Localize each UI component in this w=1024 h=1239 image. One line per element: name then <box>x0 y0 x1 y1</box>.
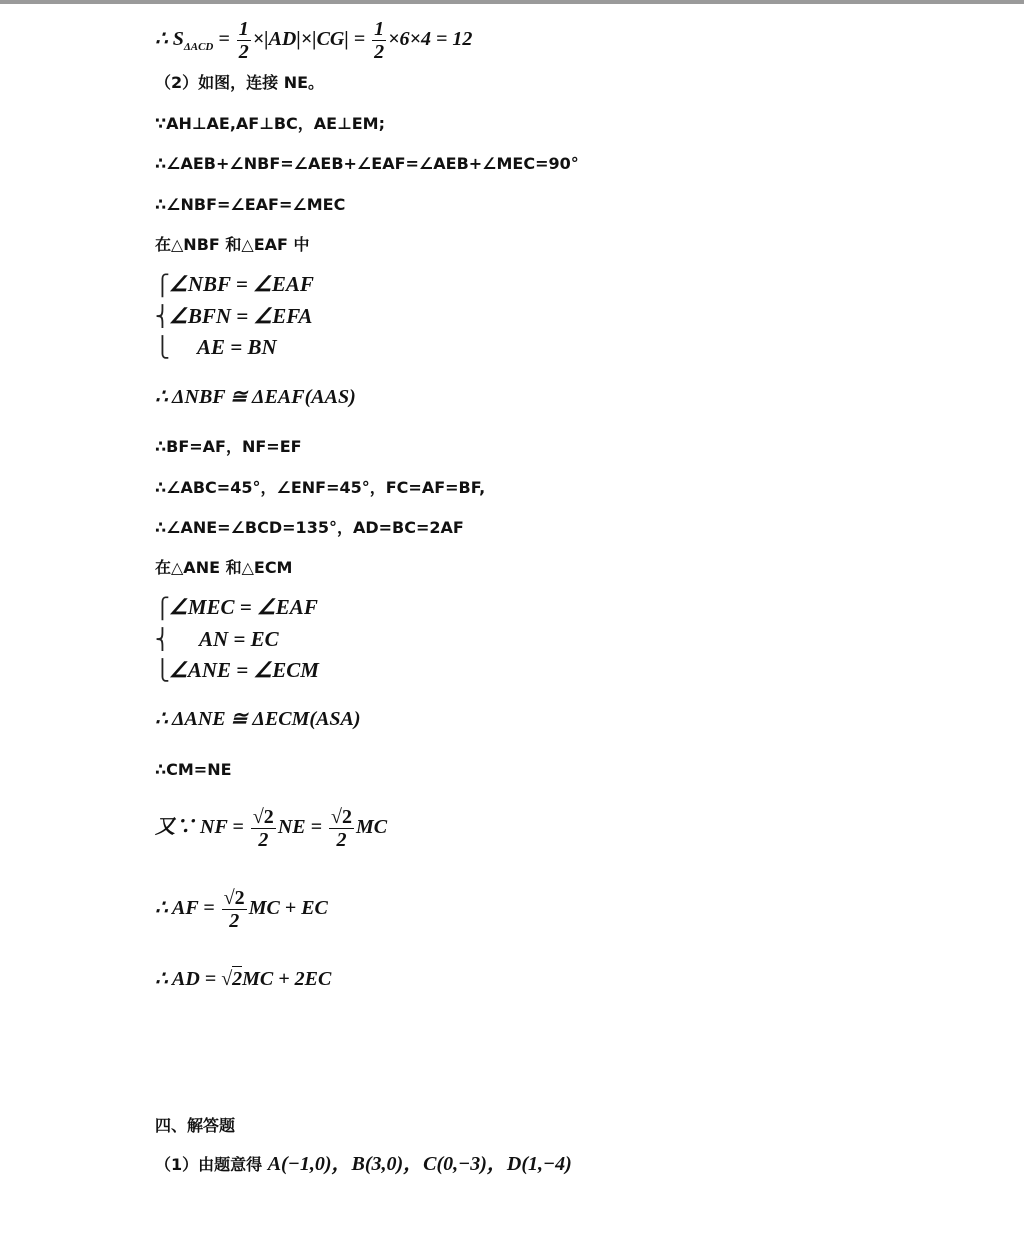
system-1-row-2: ∠BFN = ∠EFA <box>169 304 313 328</box>
af-relation <box>155 887 328 932</box>
fraction-numerator: 1 <box>238 18 249 40</box>
angle-ane-line: ∴∠ANE=∠BCD=135°，AD=BC=2AF <box>155 518 464 537</box>
fraction-numerator: √2 <box>223 887 245 909</box>
area-subscript: ΔACD <box>183 41 214 54</box>
fraction-half-2 <box>372 18 386 63</box>
area-middle: ×|AD|×|CG| = <box>252 28 371 51</box>
af-prefix: ∴ AF = <box>155 897 220 920</box>
congruence-aas: ∴ ΔNBF ≅ ΔEAF(AAS) <box>155 386 356 408</box>
triangle-intro-2: 在△ANE 和△ECM <box>155 558 293 577</box>
given-perpendiculars: ∵AH⊥AE,AF⊥BC，AE⊥EM; <box>155 114 385 133</box>
system-2-row-1: ∠MEC = ∠EAF <box>169 595 318 619</box>
area-eq: = <box>213 28 235 51</box>
fraction-denominator: 2 <box>238 41 249 63</box>
fraction-root2-over-2 <box>251 806 276 851</box>
area-result: ×6×4 = 12 <box>388 28 473 51</box>
radicand: 2 <box>232 968 243 990</box>
fraction-half-1 <box>237 18 251 63</box>
ad-prefix: ∴ AD = √ <box>155 968 233 990</box>
fraction-root2-over-2 <box>222 887 247 932</box>
fraction-numerator: √2 <box>331 806 352 828</box>
angle-abc-line: ∴∠ABC=45°，∠ENF=45°，FC=AF=BF, <box>155 478 486 497</box>
cm-ne-line: ∴CM=NE <box>155 760 232 779</box>
system-1-row-1: ∠NBF = ∠EAF <box>169 272 314 296</box>
points-coordinates: A(−1,0)，B(3,0)，C(0,−3)，D(1,−4) <box>267 1153 572 1175</box>
ad-end: MC + 2EC <box>242 968 332 990</box>
fraction-numerator: 1 <box>374 18 385 40</box>
system-2-row-2: AN = EC <box>199 627 279 651</box>
af-end: MC + EC <box>248 897 328 920</box>
area-prefix: ∴ S <box>155 28 184 51</box>
fraction-denominator: 2 <box>229 910 240 932</box>
top-border <box>0 0 1024 4</box>
left-brace-icon: ⎧ ⎨ ⎩ <box>155 596 170 682</box>
equation-system-1 <box>155 270 355 370</box>
congruence-asa: ∴ ΔANE ≅ ΔECM(ASA) <box>155 708 361 730</box>
equation-system-2 <box>155 593 355 693</box>
fraction-denominator: 2 <box>336 829 347 851</box>
points-prefix: （1）由题意得 <box>155 1155 268 1174</box>
part-2-heading: （2）如图，连接 NE。 <box>155 73 325 92</box>
nf-relation <box>155 806 387 851</box>
area-formula <box>155 18 472 63</box>
angle-sum-line: ∴∠AEB+∠NBF=∠AEB+∠EAF=∠AEB+∠MEC=90° <box>155 154 579 173</box>
fraction-denominator: 2 <box>374 41 385 63</box>
angle-equality-line: ∴∠NBF=∠EAF=∠MEC <box>155 195 346 214</box>
nf-prefix: 又∵ NF = <box>155 816 249 839</box>
nf-end: MC <box>355 816 388 839</box>
part-1-points <box>155 1153 572 1176</box>
fraction-root2-over-2 <box>329 806 354 851</box>
bf-af-line: ∴BF=AF，NF=EF <box>155 437 302 456</box>
ad-relation <box>155 968 331 990</box>
nf-middle: NE = <box>277 816 327 839</box>
triangle-intro-1: 在△NBF 和△EAF 中 <box>155 235 310 254</box>
fraction-numerator: √2 <box>252 806 274 828</box>
system-1-row-3: AE = BN <box>197 335 277 359</box>
fraction-denominator: 2 <box>258 829 269 851</box>
left-brace-icon: ⎧ ⎨ ⎩ <box>155 273 170 359</box>
system-2-row-3: ∠ANE = ∠ECM <box>169 658 319 682</box>
section-4-heading: 四、解答题 <box>155 1116 236 1135</box>
